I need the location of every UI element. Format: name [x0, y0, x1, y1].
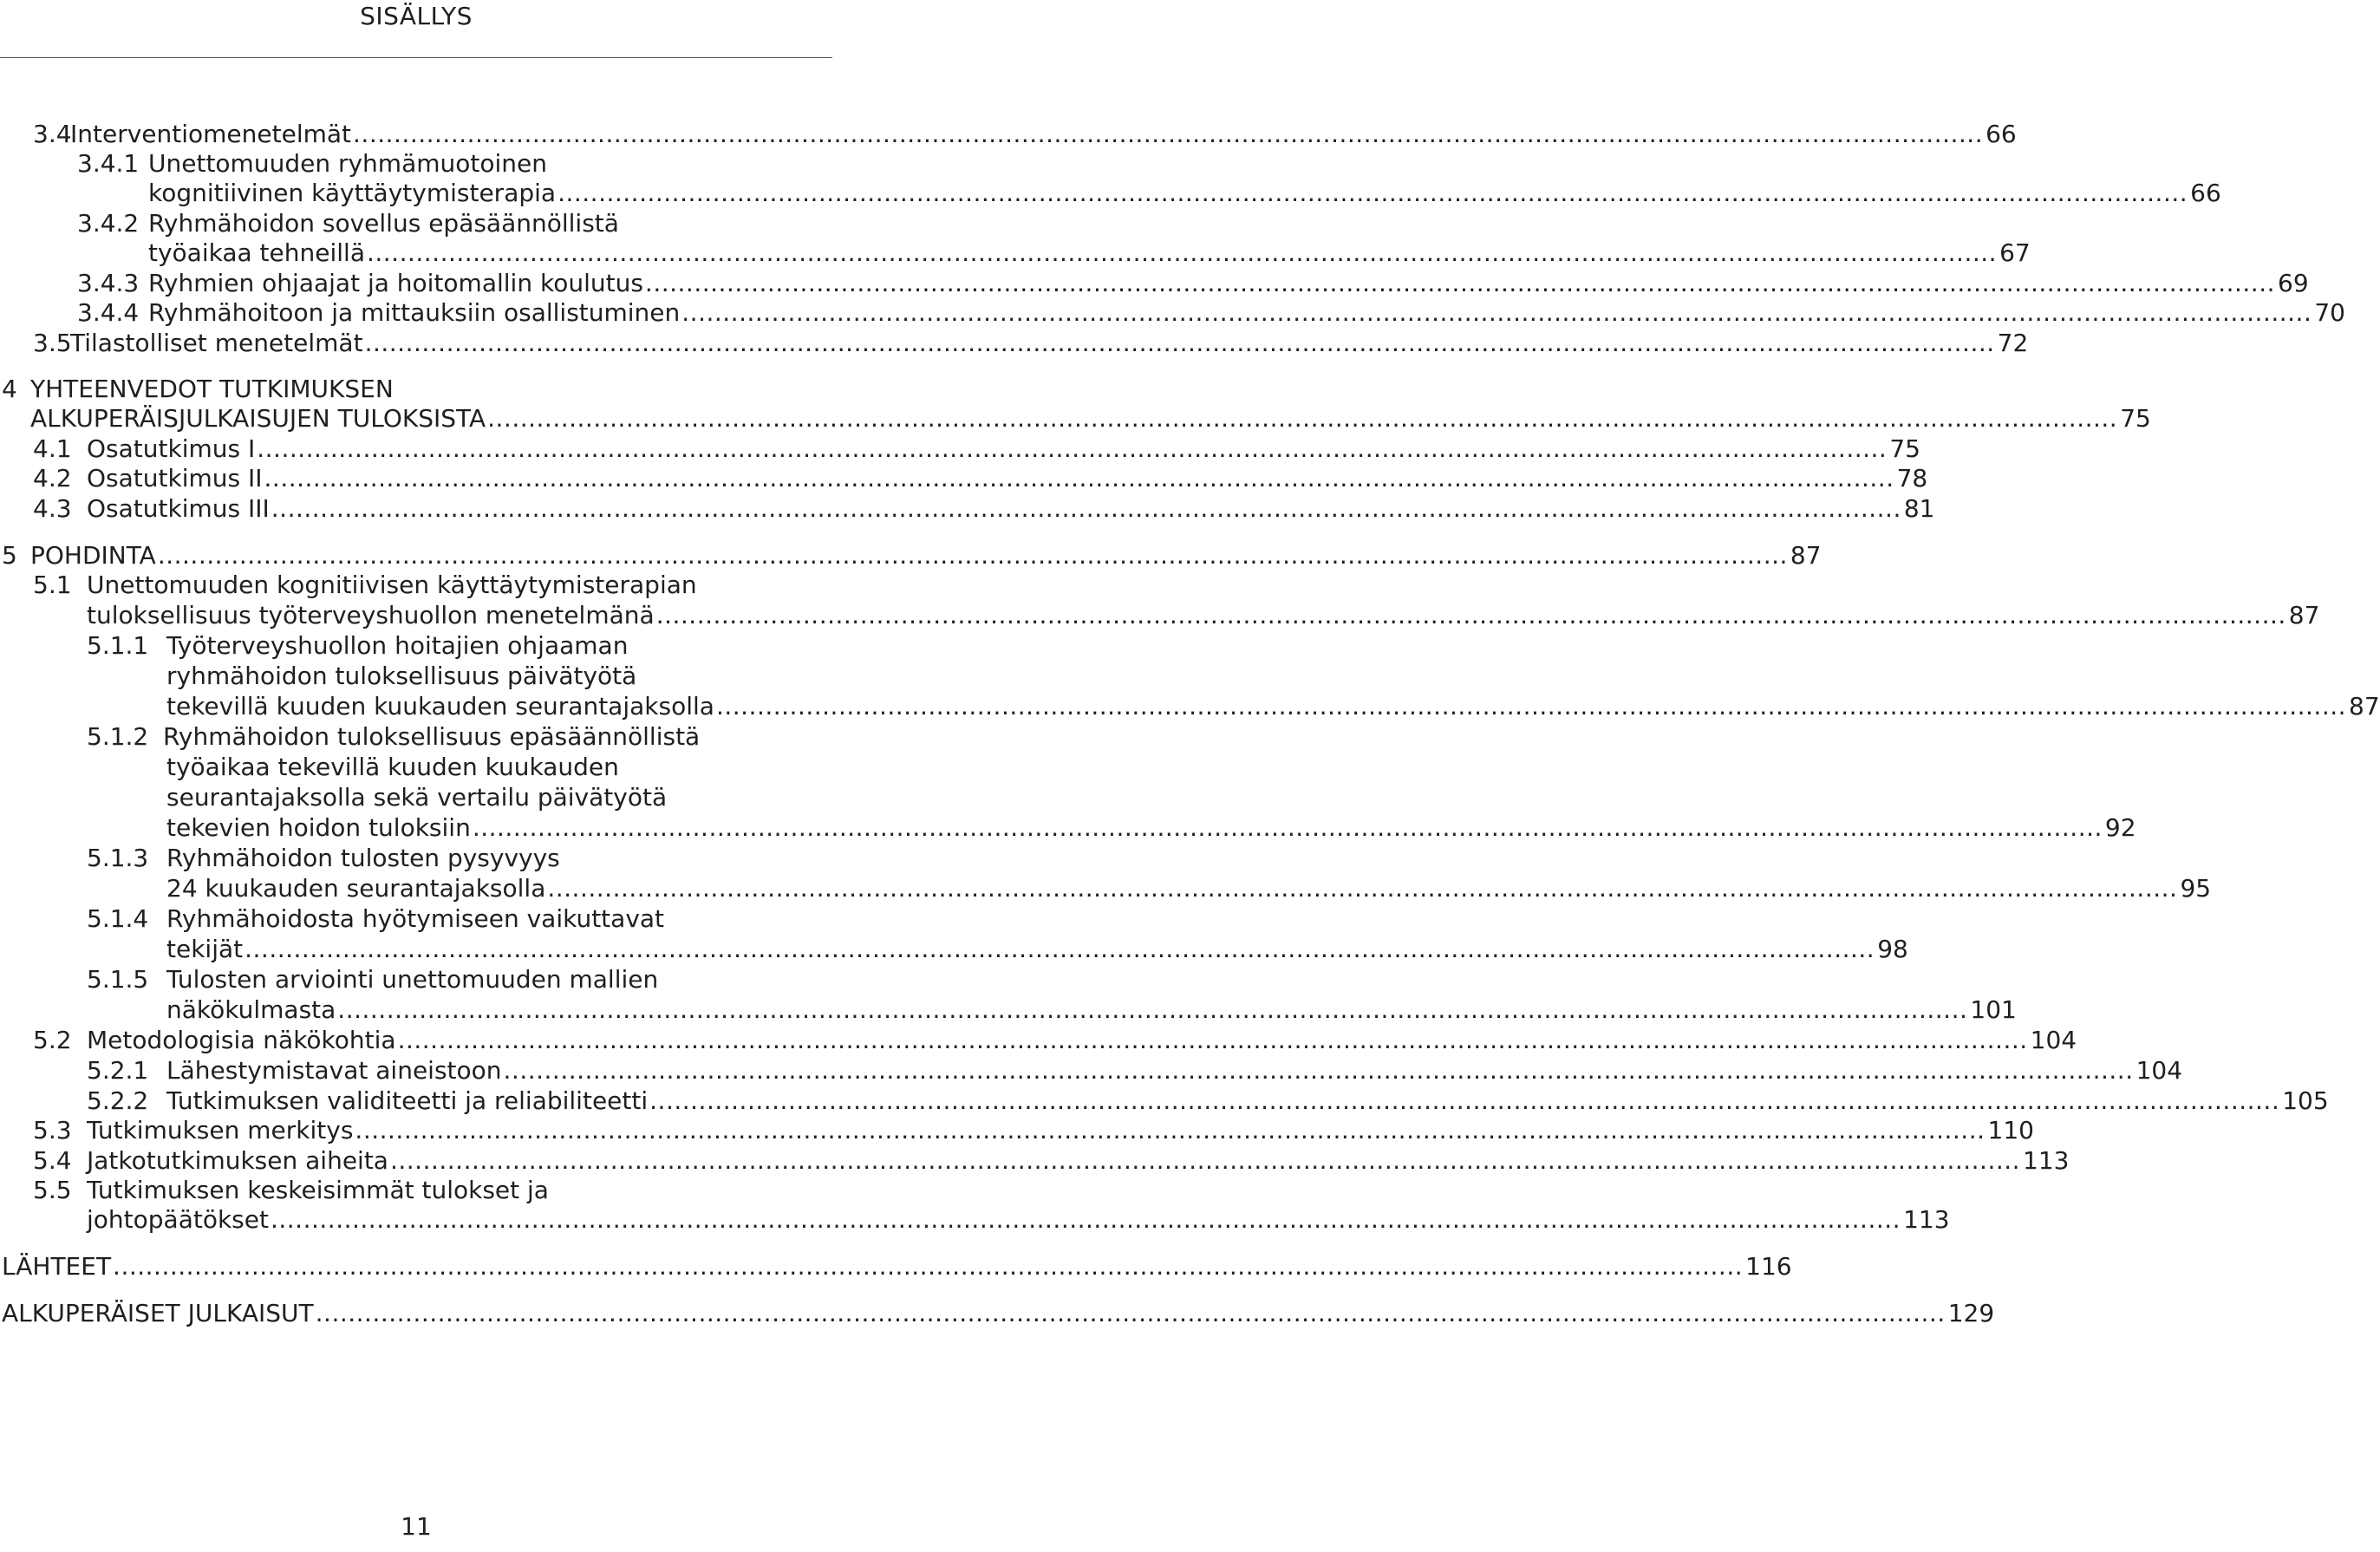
toc-title: Ryhmähoidon tuloksellisuus epäsäännöllistä [163, 722, 701, 751]
toc-leader-dots: ........................................................................................................................................................................................................ [270, 1205, 1901, 1234]
toc-page-number: 95 [2180, 874, 2212, 903]
toc-entry[interactable] [87, 434, 1920, 465]
toc-entry[interactable] [70, 119, 2017, 150]
toc-entry[interactable] [2, 1298, 1995, 1329]
toc-page-number: 75 [2120, 404, 2151, 433]
toc-number: 3.4.2 [77, 209, 140, 238]
toc-entry[interactable] [30, 374, 394, 405]
toc-number: 5.2 [33, 1026, 72, 1054]
toc-page-number: 87 [1790, 541, 1822, 570]
toc-entry[interactable] [148, 297, 2345, 329]
toc-title: Ryhmähoitoon ja mittauksiin osallistuminen [148, 298, 681, 327]
page-number: 11 [401, 1512, 432, 1541]
toc-page-number: 75 [1889, 434, 1920, 463]
toc-title: Tutkimuksen validiteetti ja reliabiliteetti [166, 1086, 649, 1115]
toc-title: ryhmähoidon tuloksellisuus päivätyötä [166, 662, 637, 690]
toc-section-number [87, 843, 148, 874]
toc-section-number [77, 208, 139, 239]
toc-section-number [77, 268, 139, 299]
toc-page-number: 101 [1970, 995, 2017, 1024]
toc-title: tekijät [166, 935, 244, 963]
toc-section-number [33, 1145, 72, 1177]
toc-page-number: 98 [1877, 935, 1908, 963]
toc-leader-dots: ........................................................................................................................................................................................................ [245, 935, 1875, 963]
toc-leader-dots: ........................................................................................................................................................................................................ [366, 238, 1998, 267]
toc-page-number: 70 [2314, 298, 2345, 327]
toc-title: tekevien hoidon tuloksiin [166, 813, 471, 842]
toc-leader-dots: ........................................................................................................................................................................................................ [715, 692, 2347, 721]
toc-page-number: 87 [2288, 601, 2320, 629]
toc-title: Jatkotutkimuksen aiheita [87, 1146, 388, 1175]
toc-section-number [33, 328, 72, 359]
toc-title: työaikaa tehneillä [148, 238, 365, 267]
toc-number: 5.2.2 [87, 1086, 149, 1115]
toc-entry[interactable] [166, 873, 2212, 904]
toc-number: 4.3 [33, 494, 72, 523]
toc-entry[interactable] [87, 600, 2320, 631]
toc-entry[interactable] [70, 328, 2029, 359]
toc-title: Osatutkimus I [87, 434, 256, 463]
toc-number: 3.5 [33, 329, 72, 357]
toc-number: 5.1.4 [87, 904, 149, 933]
toc-entry[interactable] [2, 1251, 1792, 1282]
toc-title: Ryhmähoidosta hyötymiseen vaikuttavat [166, 904, 665, 933]
toc-entry[interactable] [166, 903, 664, 935]
toc-number: 5.1.1 [87, 631, 149, 660]
toc-leader-dots: ........................................................................................................................................................................................................ [264, 464, 1894, 492]
toc-leader-dots: ........................................................................................................................................................................................................ [503, 1056, 2134, 1085]
toc-page-number: 110 [1987, 1116, 2034, 1144]
toc-leader-dots: ........................................................................................................................................................................................................ [487, 404, 2118, 433]
toc-number: 5.1.2 [87, 722, 149, 751]
toc-leader-dots: ........................................................................................................................................................................................................ [397, 1026, 2028, 1054]
toc-entry[interactable] [148, 178, 2221, 209]
toc-number: 5.3 [33, 1116, 72, 1144]
toc-section-number [33, 570, 72, 601]
toc-title: Tilastolliset menetelmät [70, 329, 363, 357]
toc-entry[interactable] [166, 934, 1908, 965]
toc-section-number [2, 540, 17, 571]
toc-title: ALKUPERÄISJULKAISUJEN TULOKSISTA [30, 404, 486, 433]
toc-title: kognitiivinen käyttäytymisterapia [148, 179, 557, 207]
toc-leader-dots: ........................................................................................................................................................................................................ [113, 1252, 1744, 1281]
toc-entry[interactable] [87, 1025, 2077, 1056]
toc-leader-dots: ........................................................................................................................................................................................................ [315, 1299, 1946, 1327]
toc-entry[interactable] [166, 1055, 2183, 1086]
toc-section-number [33, 1115, 72, 1146]
toc-title: LÄHTEET [2, 1252, 112, 1281]
toc-entry[interactable] [166, 661, 636, 692]
toc-entry[interactable] [148, 238, 2031, 269]
toc-title: tuloksellisuus työterveyshuollon menetelmänä [87, 601, 655, 629]
toc-title: Interventiomenetelmät [70, 120, 352, 148]
toc-leader-dots: ........................................................................................................................................................................................................ [558, 179, 2188, 207]
toc-page-number: 66 [1986, 120, 2017, 148]
toc-number: 3.4.1 [77, 149, 140, 178]
toc-title: Metodologisia näkökohtia [87, 1026, 396, 1054]
toc-entry[interactable] [166, 1086, 2329, 1117]
toc-title: 24 kuukauden seurantajaksolla [166, 874, 546, 903]
toc-title: Ryhmien ohjaajat ja hoitomallin koulutus [148, 269, 643, 297]
toc-entry[interactable] [87, 1204, 1950, 1236]
toc-entry[interactable] [30, 540, 1822, 571]
toc-entry[interactable] [166, 691, 2380, 722]
toc-entry[interactable] [87, 493, 1935, 525]
toc-section-number [33, 434, 72, 465]
toc-title: ALKUPERÄISET JULKAISUT [2, 1299, 314, 1327]
toc-title: Työterveyshuollon hoitajien ohjaaman [166, 631, 629, 660]
toc-number: 5.1.3 [87, 844, 149, 872]
toc-leader-dots: ........................................................................................................................................................................................................ [157, 541, 1788, 570]
toc-entry[interactable] [166, 752, 619, 783]
toc-number: 4.2 [33, 464, 72, 492]
toc-title: Lähestymistavat aineistoon [166, 1056, 502, 1085]
toc-entry[interactable] [166, 964, 658, 995]
toc-title: Tutkimuksen merkitys [87, 1116, 354, 1144]
toc-section-number [87, 903, 148, 935]
toc-entry[interactable] [148, 148, 547, 179]
toc-number: 4 [2, 375, 17, 403]
toc-entry[interactable] [87, 463, 1928, 494]
toc-entry[interactable] [166, 843, 560, 874]
toc-leader-dots: ........................................................................................................................................................................................................ [353, 120, 1984, 148]
toc-number: 5.5 [33, 1176, 72, 1204]
toc-entry[interactable] [148, 268, 2309, 299]
toc-title: Tulosten arviointi unettomuuden mallien [166, 965, 659, 994]
toc-page-number: 69 [2278, 269, 2309, 297]
toc-section-number [77, 297, 139, 329]
toc-section-number [33, 493, 72, 525]
toc-page-number: 116 [1745, 1252, 1792, 1281]
toc-title: Unettomuuden kognitiivisen käyttäytymisterapian [87, 571, 697, 599]
toc-title: tekevillä kuuden kuukauden seurantajaksolla [166, 692, 714, 721]
toc-leader-dots: ........................................................................................................................................................................................................ [337, 995, 1968, 1024]
toc-section-number [87, 630, 148, 662]
toc-entry[interactable] [148, 208, 619, 239]
toc-entry[interactable] [166, 782, 667, 813]
toc-number: 5 [2, 541, 17, 570]
toc-page-number: 105 [2282, 1086, 2329, 1115]
toc-number: 3.4 [33, 120, 72, 148]
toc-section-number [33, 1025, 72, 1056]
toc-section-number [33, 119, 72, 150]
toc-page-number: 129 [1947, 1299, 1995, 1327]
toc-entry[interactable] [30, 403, 2151, 434]
toc-leader-dots: ........................................................................................................................................................................................................ [271, 494, 1901, 523]
toc-title: POHDINTA [30, 541, 156, 570]
toc-title: näkökulmasta [166, 995, 336, 1024]
toc-entry[interactable] [87, 570, 697, 601]
page-title: SISÄLLYS [360, 2, 473, 30]
toc-title: Ryhmähoidon tulosten pysyvyys [166, 844, 560, 872]
toc-section-number [87, 1086, 148, 1117]
toc-leader-dots: ........................................................................................................................................................................................................ [472, 813, 2103, 842]
toc-page-number: 113 [1903, 1205, 1950, 1234]
toc-entry[interactable] [87, 1175, 549, 1206]
toc-page-number: 72 [1997, 329, 2029, 357]
toc-page-number: 113 [2023, 1146, 2070, 1175]
toc-title: työaikaa tekevillä kuuden kuukauden [166, 753, 619, 781]
toc-page-number: 67 [1999, 238, 2031, 267]
toc-leader-dots: ........................................................................................................................................................................................................ [364, 329, 1995, 357]
toc-section-number [87, 964, 148, 995]
toc-section-number [87, 721, 148, 753]
toc-page-number: 92 [2104, 813, 2136, 842]
toc-page-number: 87 [2349, 692, 2380, 721]
toc-section-number [77, 148, 139, 179]
toc-title: johtopäätökset [87, 1205, 269, 1234]
toc-entry[interactable] [166, 630, 628, 662]
toc-title: seurantajaksolla sekä vertailu päivätyötä [166, 783, 668, 812]
toc-entry[interactable] [87, 1145, 2070, 1177]
toc-entry[interactable] [166, 994, 2017, 1026]
toc-section-number [33, 1175, 72, 1206]
toc-title: Osatutkimus III [87, 494, 270, 523]
toc-leader-dots: ........................................................................................................................................................................................................ [547, 874, 2178, 903]
toc-page-number: 104 [2030, 1026, 2077, 1054]
toc-page-number: 66 [2190, 179, 2221, 207]
toc-number: 5.1.5 [87, 965, 149, 994]
toc-number: 4.1 [33, 434, 72, 463]
toc-entry[interactable] [163, 721, 700, 753]
toc-leader-dots: ........................................................................................................................................................................................................ [257, 434, 1888, 463]
toc-number: 5.1 [33, 571, 72, 599]
toc-entry[interactable] [87, 1115, 2034, 1146]
toc-number: 5.4 [33, 1146, 72, 1175]
toc-title: Ryhmähoidon sovellus epäsäännöllistä [148, 209, 619, 238]
toc-number: 3.4.3 [77, 269, 140, 297]
toc-leader-dots: ........................................................................................................................................................................................................ [655, 601, 2286, 629]
toc-leader-dots: ........................................................................................................................................................................................................ [355, 1116, 1986, 1144]
toc-leader-dots: ........................................................................................................................................................................................................ [649, 1086, 2280, 1115]
toc-leader-dots: ........................................................................................................................................................................................................ [644, 269, 2275, 297]
toc-section-number [33, 463, 72, 494]
toc-title: Osatutkimus II [87, 464, 263, 492]
toc-entry[interactable] [166, 812, 2136, 844]
toc-section-number [87, 1055, 148, 1086]
toc-title: Tutkimuksen keskeisimmät tulokset ja [87, 1176, 549, 1204]
toc-leader-dots: ........................................................................................................................................................................................................ [681, 298, 2312, 327]
toc-page-number: 81 [1903, 494, 1935, 523]
toc-page-number: 104 [2135, 1056, 2183, 1085]
toc-number: 5.2.1 [87, 1056, 149, 1085]
toc-page-number: 78 [1896, 464, 1928, 492]
toc-title: Unettomuuden ryhmämuotoinen [148, 149, 547, 178]
toc-section-number [2, 374, 17, 405]
toc-leader-dots: ........................................................................................................................................................................................................ [389, 1146, 2021, 1175]
toc-number: 3.4.4 [77, 298, 140, 327]
toc-title: YHTEENVEDOT TUTKIMUKSEN [30, 375, 394, 403]
